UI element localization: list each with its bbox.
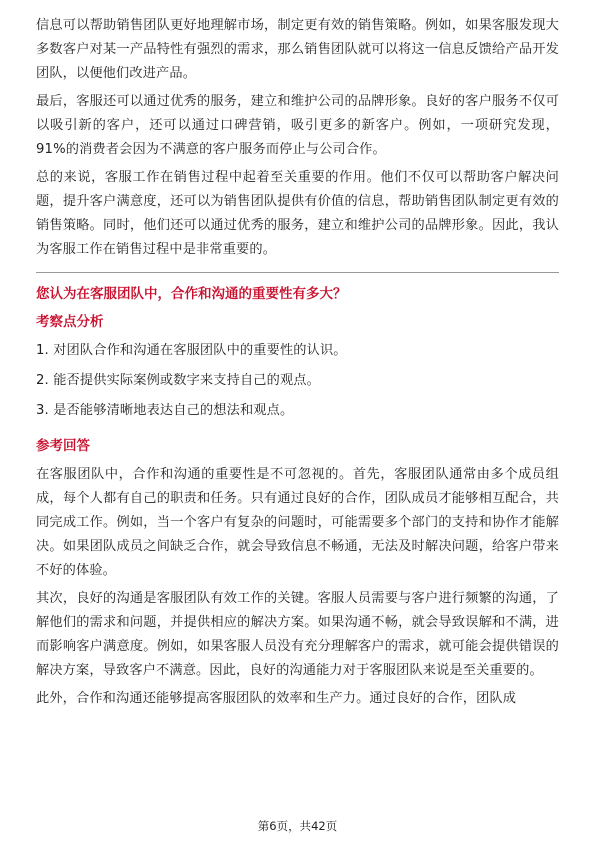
analysis-heading: 考察点分析 (36, 314, 104, 330)
question-heading: 您认为在客服团队中，合作和沟通的重要性有多大？ (36, 286, 347, 302)
intro-paragraph: 信息可以帮助销售团队更好地理解市场，制定更有效的销售策略。例如，如果客服发现大多数客户对某一产品特性有强烈的需求，那么销售团队就可以将这一信息反馈给产品开发团队，以便他们改进产品。 (36, 18, 559, 81)
answer-heading: 参考回答 (36, 438, 90, 454)
answer-paragraph: 在客服团队中，合作和沟通的重要性是不可忽视的。首先，客服团队通常由多个成员组成，每个人都有自己的职责和任务。只有通过良好的合作，团队成员才能够相互配合，共同完成工作。例如，当一个客户有复杂的问题时，可能需要多个部门的支持和协作才能解决。如果团队成员之间缺乏合作，就会导致信息不畅通，无法及时解决问题，给客户带来不好的体验。 (36, 467, 559, 578)
section-divider (36, 272, 559, 273)
document-page (36, 14, 559, 715)
intro-paragraph: 最后，客服还可以通过优秀的服务，建立和维护公司的品牌形象。良好的客户服务不仅可以吸引新的客户，还可以通过口碑营销，吸引更多的新客户。例如，一项研究发现，91%的消费者会因为不满意的客户服务而停止与公司合作。 (36, 94, 559, 157)
analysis-point: 3. 是否能够清晰地表达自己的想法和观点。 (36, 403, 294, 418)
analysis-point: 1. 对团队合作和沟通在客服团队中的重要性的认识。 (36, 343, 347, 358)
page-footer: 第6页，共42页 (257, 819, 338, 833)
answer-paragraph: 此外，合作和沟通还能够提高客服团队的效率和生产力。通过良好的合作，团队成 (36, 691, 517, 706)
answer-paragraph: 其次，良好的沟通是客服团队有效工作的关键。客服人员需要与客户进行频繁的沟通，了解他们的需求和问题，并提供相应的解决方案。如果沟通不畅，就会导致误解和不满，进而影响客户满意度。例如，如果客服人员没有充分理解客户的需求，就可能会提供错误的解决方案，导致客户不满意。因此，良好的沟通能力对于客服团队来说是至关重要的。 (36, 591, 559, 678)
analysis-points (36, 339, 559, 423)
intro-paragraph: 总的来说，客服工作在销售过程中起着至关重要的作用。他们不仅可以帮助客户解决问题，提升客户满意度，还可以为销售团队提供有价值的信息，帮助销售团队制定更有效的销售策略。同时，他们还可以通过优秀的服务，建立和维护公司的品牌形象。因此，我认为客服工作在销售过程中是非常重要的。 (36, 170, 559, 257)
analysis-point: 2. 能否提供实际案例或数字来支持自己的观点。 (36, 373, 320, 388)
